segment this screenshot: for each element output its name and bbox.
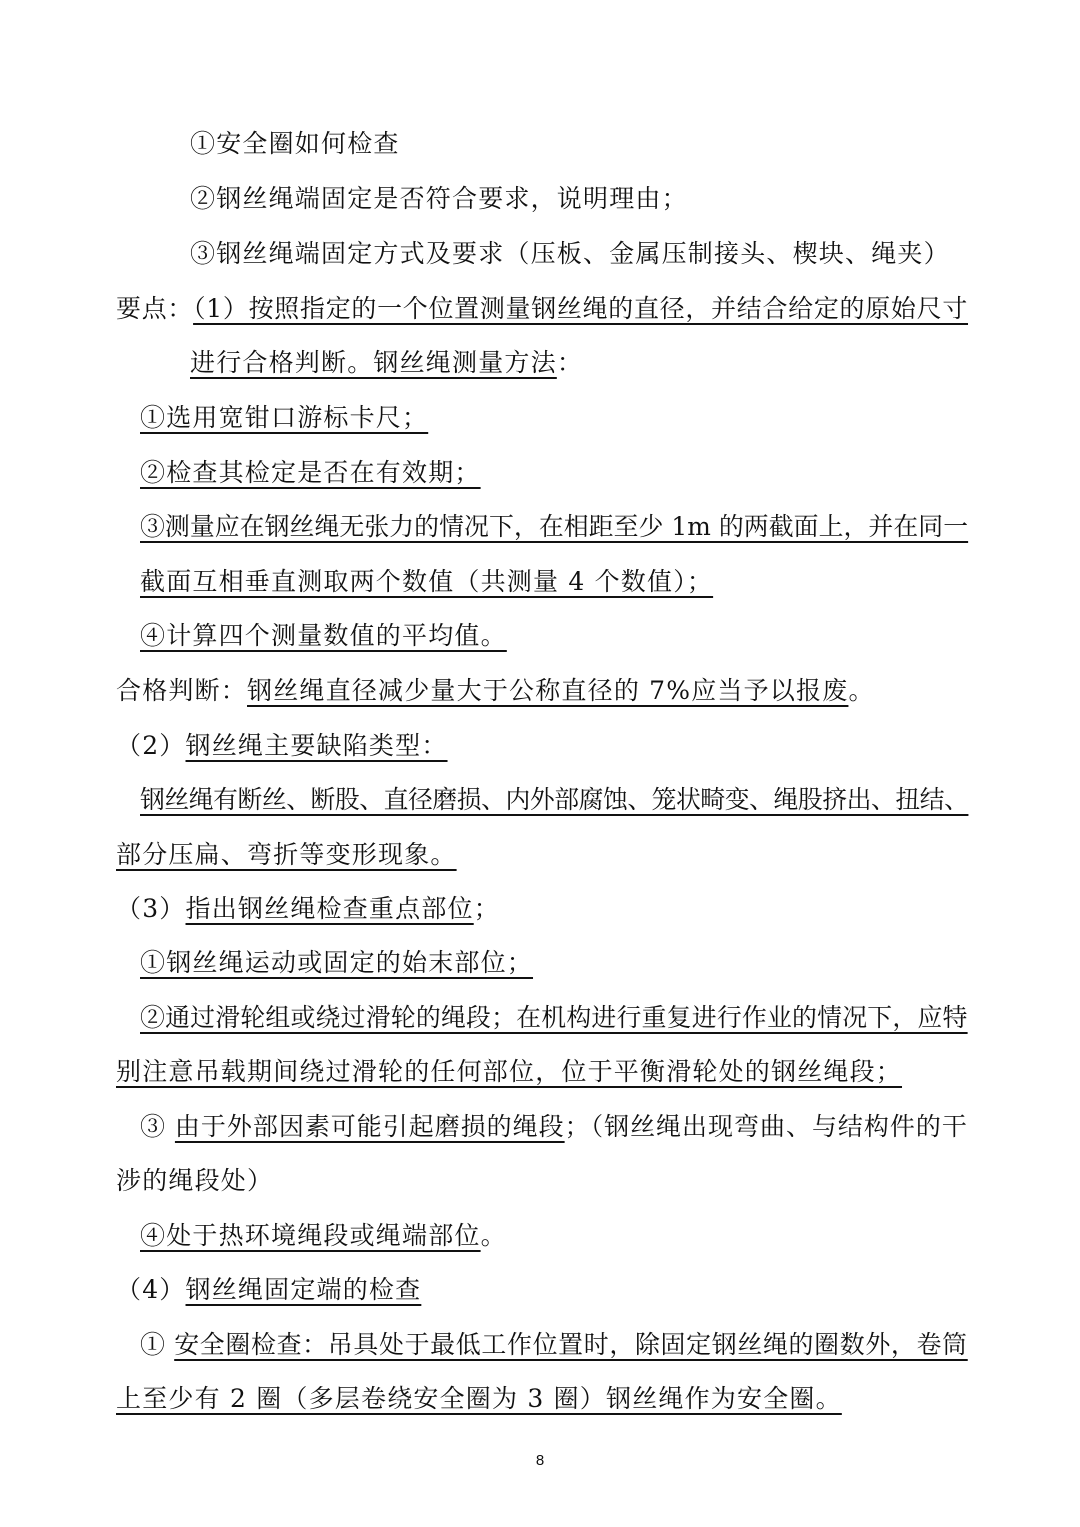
underlined-text: ④计算四个测量数值的平均值。 [140, 621, 507, 650]
line-23 [140, 1327, 968, 1363]
trailing: ； [473, 894, 500, 923]
underlined-text: 钢丝绳固定端的检查 [185, 1275, 422, 1304]
underlined-text: 钢丝绳有断丝、断股、直径磨损、内外部腐蚀、笼状畸变、绳股挤出、扭结、 [140, 785, 969, 814]
line-4 [116, 291, 968, 327]
line-20 [116, 1163, 273, 1199]
underlined-text: （1）按照指定的一个位置测量钢丝绳的直径，并结合给定的原始尺寸 [193, 294, 969, 323]
underlined-text: ④处于热环境绳段或绳端部位 [140, 1221, 481, 1250]
label: （4） [116, 1275, 186, 1304]
line-18 [116, 1054, 902, 1090]
underlined-text: ①选用宽钳口游标卡尺； [140, 403, 429, 432]
trailing: ： [556, 348, 584, 377]
underlined-text: 由于外部因素可能引起磨损的绳段 [174, 1112, 565, 1141]
trailing: 。 [480, 1221, 507, 1250]
label: ① [140, 1330, 175, 1359]
line-12 [116, 728, 448, 764]
label: ③ [140, 1112, 175, 1141]
line-9 [140, 564, 713, 600]
underlined-text: 钢丝绳主要缺陷类型： [185, 731, 448, 760]
trailing: ；（钢丝绳出现弯曲、与结构件的干 [564, 1112, 968, 1141]
line-15 [116, 891, 500, 927]
text: ②钢丝绳端固定是否符合要求，说明理由； [190, 184, 688, 213]
underlined-text: ②检查其检定是否在有效期； [140, 458, 481, 487]
label: 合格判断： [116, 676, 248, 705]
underlined-text: 上至少有 2 圈（多层卷绕安全圈为 3 圈）钢丝绳作为安全圈。 [116, 1384, 842, 1413]
underlined-text: 指出钢丝绳检查重点部位 [185, 894, 474, 923]
underlined-text: 钢丝绳直径减少量大于公称直径的 7%应当予以报废 [247, 676, 849, 705]
page-number: 8 [535, 1452, 545, 1469]
underlined-text: 进行合格判断。钢丝绳测量方法 [190, 348, 557, 377]
text: ③钢丝绳端固定方式及要求（压板、金属压制接头、楔块、绳夹） [190, 239, 950, 268]
line-6 [140, 400, 428, 436]
label: 要点： [116, 294, 194, 323]
line-24 [116, 1381, 842, 1417]
underlined-text: ②通过滑轮组或绕过滑轮的绳段；在机构进行重复进行作业的情况下，应特 [140, 1003, 968, 1032]
underlined-text: ①钢丝绳运动或固定的始末部位； [140, 948, 534, 977]
label: （3） [116, 894, 186, 923]
line-19 [140, 1109, 968, 1145]
line-21 [140, 1218, 507, 1254]
line-10 [140, 618, 507, 654]
underlined-text: 别注意吊载期间绕过滑轮的任何部位，位于平衡滑轮处的钢丝绳段； [116, 1057, 903, 1086]
line-17 [140, 1000, 968, 1036]
line-14 [116, 837, 457, 873]
underlined-text: 部分压扁、弯折等变形现象。 [116, 840, 457, 869]
line-3 [190, 236, 950, 272]
line-16 [140, 945, 533, 981]
line-1 [190, 126, 400, 162]
line-11 [116, 673, 875, 709]
line-7 [140, 455, 481, 491]
label: （2） [116, 731, 186, 760]
trailing: 。 [848, 676, 875, 705]
text: 涉的绳段处） [116, 1166, 274, 1195]
line-2 [190, 181, 688, 217]
line-13 [140, 782, 968, 818]
line-22 [116, 1272, 421, 1308]
line-8 [140, 509, 968, 545]
text: ①安全圈如何检查 [190, 129, 400, 158]
underlined-text: 安全圈检查：吊具处于最低工作位置时，除固定钢丝绳的圈数外，卷筒 [174, 1330, 968, 1359]
underlined-text: 截面互相垂直测取两个数值（共测量 4 个数值）； [140, 567, 714, 596]
underlined-text: ③测量应在钢丝绳无张力的情况下，在相距至少 1m 的两截面上，并在同一 [140, 512, 969, 541]
line-5 [190, 345, 583, 381]
